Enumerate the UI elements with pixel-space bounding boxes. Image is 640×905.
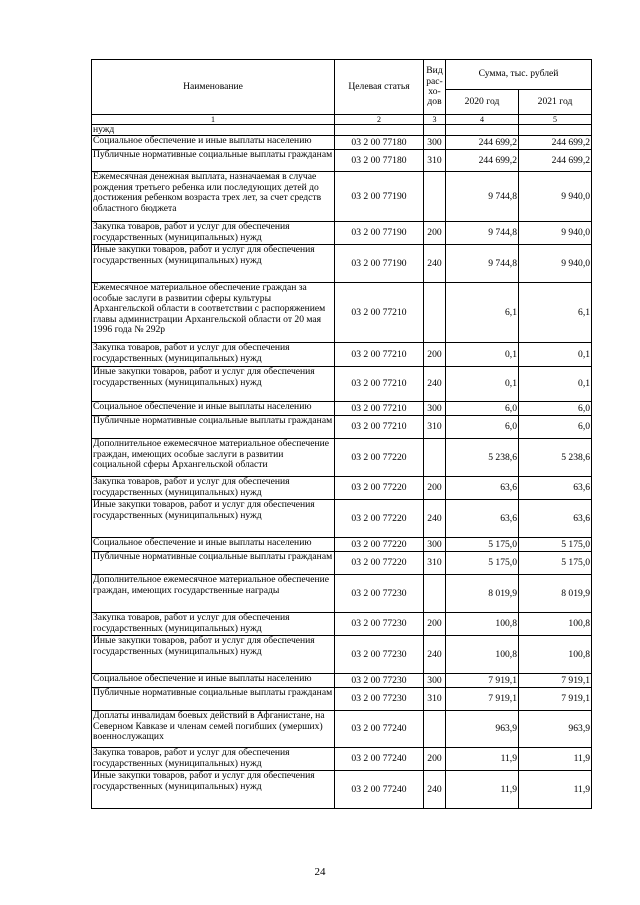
row-target-code-cell: 03 2 00 77180	[335, 150, 424, 172]
column-number: 3	[424, 115, 446, 125]
row-sum-2021-cell: 0,1	[519, 367, 592, 402]
row-sum-2020-cell: 11,9	[446, 748, 519, 771]
row-sum-2020-cell: 5 238,6	[446, 439, 519, 477]
row-name-cell: Дополнительное ежемесячное материальное обеспечение граждан, имеющих особые заслуги в развитии социальной сферы Архангельской области	[92, 439, 335, 477]
table-header	[92, 60, 592, 125]
row-expense-type-cell: 300	[424, 674, 446, 688]
row-target-code-cell: 03 2 00 77220	[335, 439, 424, 477]
row-sum-2021-cell: 5 175,0	[519, 552, 592, 575]
row-name-cell: Иные закупки товаров, работ и услуг для обеспечения государственных (муниципальных) нужд	[92, 245, 335, 283]
row-sum-2021-cell: 7 919,1	[519, 688, 592, 711]
row-target-code-cell: 03 2 00 77230	[335, 636, 424, 674]
row-name-cell: Ежемесячное материальное обеспечение граждан за особые заслуги в развитии сферы культуры Архангельской области в соответствии с распоряжением главы администрации Архангельской области от 20 мая 1996 года № 292р	[92, 283, 335, 343]
row-name-cell: Доплаты инвалидам боевых действий в Афганистане, на Северном Кавказе и членам семей погибших (умерших) военнослужащих	[92, 711, 335, 748]
row-sum-2020-cell: 0,1	[446, 367, 519, 402]
row-sum-2021-cell: 244 699,2	[519, 150, 592, 172]
row-expense-type-cell: 200	[424, 222, 446, 245]
header-year-2020: 2020 год	[446, 90, 519, 115]
row-sum-2020-cell: 11,9	[446, 771, 519, 809]
row-expense-type-cell: 240	[424, 636, 446, 674]
row-sum-2021-cell: 9 940,0	[519, 222, 592, 245]
row-name-cell: Социальное обеспечение и иные выплаты населению	[92, 402, 335, 416]
row-sum-2020-cell: 7 919,1	[446, 688, 519, 711]
row-target-code-cell: 03 2 00 77230	[335, 674, 424, 688]
row-target-code-cell: 03 2 00 77220	[335, 538, 424, 552]
row-sum-2021-cell: 6,0	[519, 402, 592, 416]
table-row	[92, 283, 592, 343]
row-sum-2021-cell	[519, 125, 592, 136]
column-number: 4	[446, 115, 519, 125]
row-target-code-cell: 03 2 00 77240	[335, 771, 424, 809]
table-row	[92, 613, 592, 636]
row-target-code-cell: 03 2 00 77220	[335, 500, 424, 538]
row-expense-type-cell: 300	[424, 136, 446, 150]
row-sum-2020-cell: 9 744,8	[446, 222, 519, 245]
row-target-code-cell: 03 2 00 77210	[335, 283, 424, 343]
row-expense-type-cell: 310	[424, 552, 446, 575]
row-name-cell: Публичные нормативные социальные выплаты гражданам	[92, 150, 335, 172]
row-target-code-cell: 03 2 00 77240	[335, 711, 424, 748]
row-target-code-cell: 03 2 00 77180	[335, 136, 424, 150]
row-target-code-cell: 03 2 00 77210	[335, 402, 424, 416]
row-name-cell: Закупка товаров, работ и услуг для обеспечения государственных (муниципальных) нужд	[92, 222, 335, 245]
row-target-code-cell: 03 2 00 77220	[335, 477, 424, 500]
header-target: Целевая статья	[335, 60, 424, 115]
header-sum: Сумма, тыс. рублей	[446, 60, 592, 90]
row-name-cell: Публичные нормативные социальные выплаты гражданам	[92, 416, 335, 439]
table-row	[92, 674, 592, 688]
row-sum-2021-cell: 11,9	[519, 771, 592, 809]
column-number: 5	[519, 115, 592, 125]
budget-table-page	[91, 59, 591, 809]
table-row	[92, 538, 592, 552]
row-sum-2021-cell: 9 940,0	[519, 172, 592, 222]
column-number-row	[92, 115, 592, 125]
row-expense-type-cell: 240	[424, 367, 446, 402]
row-sum-2020-cell: 63,6	[446, 500, 519, 538]
table-row	[92, 477, 592, 500]
row-name-cell: Иные закупки товаров, работ и услуг для обеспечения государственных (муниципальных) нужд	[92, 500, 335, 538]
table-row	[92, 172, 592, 222]
row-sum-2021-cell: 63,6	[519, 500, 592, 538]
row-target-code-cell: 03 2 00 77240	[335, 748, 424, 771]
row-expense-type-cell: 200	[424, 613, 446, 636]
row-name-cell: Закупка товаров, работ и услуг для обеспечения государственных (муниципальных) нужд	[92, 748, 335, 771]
row-sum-2020-cell: 8 019,9	[446, 575, 519, 613]
table-row	[92, 688, 592, 711]
row-target-code-cell: 03 2 00 77190	[335, 222, 424, 245]
row-name-cell: Социальное обеспечение и иные выплаты населению	[92, 136, 335, 150]
table-row	[92, 222, 592, 245]
row-expense-type-cell: 310	[424, 150, 446, 172]
row-sum-2020-cell: 244 699,2	[446, 150, 519, 172]
table-row	[92, 500, 592, 538]
row-name-cell: Закупка товаров, работ и услуг для обеспечения государственных (муниципальных) нужд	[92, 343, 335, 367]
row-target-code-cell: 03 2 00 77230	[335, 575, 424, 613]
row-expense-type-cell	[424, 439, 446, 477]
row-expense-type-cell: 310	[424, 416, 446, 439]
row-sum-2021-cell: 63,6	[519, 477, 592, 500]
row-sum-2020-cell: 100,8	[446, 636, 519, 674]
row-expense-type-cell: 300	[424, 538, 446, 552]
table-row	[92, 245, 592, 283]
table-body	[92, 125, 592, 809]
row-expense-type-cell	[424, 283, 446, 343]
row-expense-type-cell: 310	[424, 688, 446, 711]
row-sum-2021-cell: 7 919,1	[519, 674, 592, 688]
row-sum-2020-cell: 963,9	[446, 711, 519, 748]
row-sum-2021-cell: 6,1	[519, 283, 592, 343]
row-target-code-cell: 03 2 00 77230	[335, 688, 424, 711]
row-sum-2020-cell: 63,6	[446, 477, 519, 500]
row-name-cell: Закупка товаров, работ и услуг для обеспечения государственных (муниципальных) нужд	[92, 613, 335, 636]
row-sum-2021-cell: 244 699,2	[519, 136, 592, 150]
row-sum-2020-cell: 9 744,8	[446, 245, 519, 283]
table-row	[92, 636, 592, 674]
table-row	[92, 771, 592, 809]
table-row	[92, 367, 592, 402]
column-number: 2	[335, 115, 424, 125]
row-name-cell: Ежемесячная денежная выплата, назначаемая в случае рождения третьего ребенка или последующих детей до достижения ребенком возраста трех лет, за счет средств областного бюджета	[92, 172, 335, 222]
row-sum-2021-cell: 963,9	[519, 711, 592, 748]
row-sum-2020-cell	[446, 125, 519, 136]
row-sum-2021-cell: 5 175,0	[519, 538, 592, 552]
row-name-cell: Публичные нормативные социальные выплаты гражданам	[92, 688, 335, 711]
row-sum-2021-cell: 100,8	[519, 636, 592, 674]
row-name-cell: Публичные нормативные социальные выплаты гражданам	[92, 552, 335, 575]
row-sum-2020-cell: 7 919,1	[446, 674, 519, 688]
row-expense-type-cell: 200	[424, 343, 446, 367]
row-sum-2021-cell: 6,0	[519, 416, 592, 439]
row-target-code-cell: 03 2 00 77220	[335, 552, 424, 575]
row-expense-type-cell	[424, 575, 446, 613]
row-sum-2021-cell: 9 940,0	[519, 245, 592, 283]
row-target-code-cell: 03 2 00 77190	[335, 245, 424, 283]
page-number: 24	[314, 866, 326, 878]
row-expense-type-cell	[424, 125, 446, 136]
row-sum-2020-cell: 9 744,8	[446, 172, 519, 222]
row-name-cell: Закупка товаров, работ и услуг для обеспечения государственных (муниципальных) нужд	[92, 477, 335, 500]
row-target-code-cell: 03 2 00 77210	[335, 416, 424, 439]
header-vid: Вид рас-хо-дов	[424, 60, 446, 115]
table-row	[92, 402, 592, 416]
row-expense-type-cell: 240	[424, 771, 446, 809]
table-row	[92, 416, 592, 439]
row-name-cell: Дополнительное ежемесячное материальное обеспечение граждан, имеющих государственные награды	[92, 575, 335, 613]
row-sum-2020-cell: 5 175,0	[446, 538, 519, 552]
row-name-cell: нужд	[92, 125, 335, 136]
table-row	[92, 552, 592, 575]
row-sum-2021-cell: 11,9	[519, 748, 592, 771]
row-sum-2021-cell: 100,8	[519, 613, 592, 636]
row-name-cell: Социальное обеспечение и иные выплаты населению	[92, 674, 335, 688]
table-row	[92, 136, 592, 150]
row-sum-2020-cell: 5 175,0	[446, 552, 519, 575]
table-row	[92, 711, 592, 748]
column-number: 1	[92, 115, 335, 125]
row-sum-2020-cell: 100,8	[446, 613, 519, 636]
row-sum-2021-cell: 0,1	[519, 343, 592, 367]
row-target-code-cell: 03 2 00 77230	[335, 613, 424, 636]
table-row	[92, 575, 592, 613]
row-target-code-cell	[335, 125, 424, 136]
row-expense-type-cell: 300	[424, 402, 446, 416]
row-expense-type-cell: 240	[424, 245, 446, 283]
header-year-2021: 2021 год	[519, 90, 592, 115]
row-name-cell: Иные закупки товаров, работ и услуг для обеспечения государственных (муниципальных) нужд	[92, 636, 335, 674]
row-sum-2020-cell: 0,1	[446, 343, 519, 367]
row-sum-2020-cell: 6,0	[446, 402, 519, 416]
table-row	[92, 125, 592, 136]
row-target-code-cell: 03 2 00 77210	[335, 343, 424, 367]
row-sum-2021-cell: 5 238,6	[519, 439, 592, 477]
row-expense-type-cell: 200	[424, 477, 446, 500]
table-row	[92, 343, 592, 367]
row-expense-type-cell: 200	[424, 748, 446, 771]
row-expense-type-cell: 240	[424, 500, 446, 538]
row-name-cell: Иные закупки товаров, работ и услуг для обеспечения государственных (муниципальных) нужд	[92, 367, 335, 402]
table-row	[92, 748, 592, 771]
row-expense-type-cell	[424, 711, 446, 748]
table-row	[92, 439, 592, 477]
header-name: Наименование	[92, 60, 335, 115]
row-name-cell: Иные закупки товаров, работ и услуг для обеспечения государственных (муниципальных) нужд	[92, 771, 335, 809]
row-sum-2020-cell: 6,0	[446, 416, 519, 439]
row-target-code-cell: 03 2 00 77210	[335, 367, 424, 402]
row-sum-2021-cell: 8 019,9	[519, 575, 592, 613]
budget-table	[91, 59, 592, 809]
row-expense-type-cell	[424, 172, 446, 222]
row-sum-2020-cell: 244 699,2	[446, 136, 519, 150]
row-target-code-cell: 03 2 00 77190	[335, 172, 424, 222]
row-sum-2020-cell: 6,1	[446, 283, 519, 343]
table-row	[92, 150, 592, 172]
row-name-cell: Социальное обеспечение и иные выплаты населению	[92, 538, 335, 552]
